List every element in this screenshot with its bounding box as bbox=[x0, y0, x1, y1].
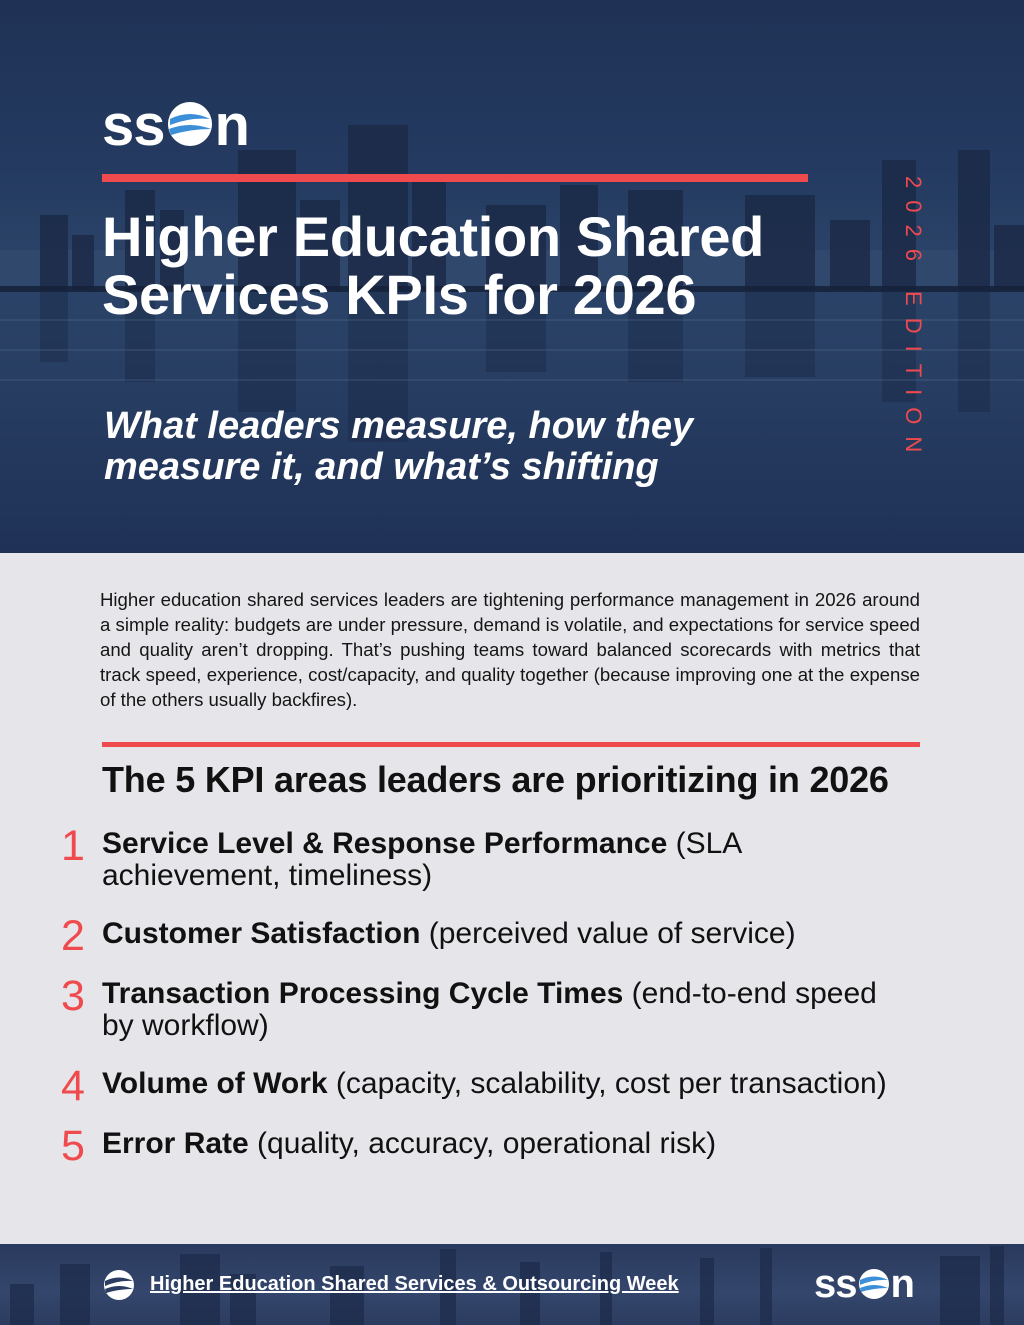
ssn-logo[interactable] bbox=[102, 93, 249, 158]
footer-globe-icon bbox=[102, 1268, 136, 1307]
kpi-number: 4 bbox=[61, 1062, 85, 1110]
footer-banner bbox=[0, 1244, 1024, 1325]
subtitle-line-1: What leaders measure, how they bbox=[104, 405, 694, 447]
kpi-detail: (capacity, scalability, cost per transaction) bbox=[327, 1067, 887, 1100]
subtitle-line-2: measure it, and what’s shifting bbox=[104, 446, 659, 488]
globe-icon bbox=[165, 99, 215, 159]
kpi-text bbox=[102, 1068, 902, 1100]
kpi-detail: (perceived value of service) bbox=[420, 917, 796, 950]
intro-paragraph: Higher education shared services leaders are tightening performance management in 2026 around a simple reality: budgets are under pressure, demand is volatile, and expectations for service speed and quality aren’t dropping. That’s pushing teams toward balanced scorecards with metrics that track speed, experience, cost/capacity, and quality together (because improving one at the expense of the others usually backfires). bbox=[100, 589, 920, 710]
kpi-title: Service Level & Response Performance bbox=[102, 827, 668, 860]
logo-wordmark bbox=[102, 93, 249, 159]
kpi-title: Transaction Processing Cycle Times bbox=[102, 977, 624, 1010]
logo-ss: ss bbox=[102, 93, 165, 158]
kpi-text bbox=[102, 828, 902, 892]
kpi-text bbox=[102, 918, 902, 950]
kpi-title: Customer Satisfaction bbox=[102, 917, 421, 950]
kpi-detail: (SLA achievement, timeliness) bbox=[102, 827, 741, 892]
title-line-1: Higher Education Shared bbox=[102, 205, 765, 268]
event-link[interactable]: Higher Education Shared Services & Outsourcing Week bbox=[150, 1273, 679, 1295]
top-red-rule bbox=[102, 174, 808, 182]
page-subtitle bbox=[104, 406, 804, 488]
logo-n: n bbox=[214, 93, 249, 158]
footer-logo-wordmark bbox=[814, 1262, 914, 1306]
footer-logo-n: n bbox=[890, 1262, 914, 1306]
kpi-detail: (end-to-end speed by workflow) bbox=[102, 977, 877, 1042]
title-line-2: Services KPIs for 2026 bbox=[102, 263, 697, 326]
footer-ssn-logo[interactable] bbox=[814, 1264, 914, 1308]
page-title bbox=[102, 205, 862, 326]
kpi-title: Volume of Work bbox=[102, 1067, 328, 1100]
kpi-number: 1 bbox=[61, 822, 85, 870]
section-heading: The 5 KPI areas leaders are prioritizing in 2026 bbox=[102, 759, 889, 800]
footer-logo-ss: ss bbox=[814, 1262, 857, 1306]
kpi-title: Error Rate bbox=[102, 1127, 249, 1160]
kpi-detail: (quality, accuracy, operational risk) bbox=[248, 1127, 717, 1160]
kpi-number: 2 bbox=[61, 912, 85, 960]
kpi-text bbox=[102, 1128, 902, 1160]
kpi-number: 5 bbox=[61, 1122, 85, 1170]
edition-label: 2026 EDITION bbox=[901, 176, 926, 465]
footer-logo-globe-icon bbox=[857, 1267, 891, 1308]
hero-banner bbox=[0, 0, 1024, 553]
kpi-number: 3 bbox=[61, 972, 85, 1020]
section-red-rule bbox=[102, 742, 920, 747]
kpi-text bbox=[102, 978, 902, 1042]
